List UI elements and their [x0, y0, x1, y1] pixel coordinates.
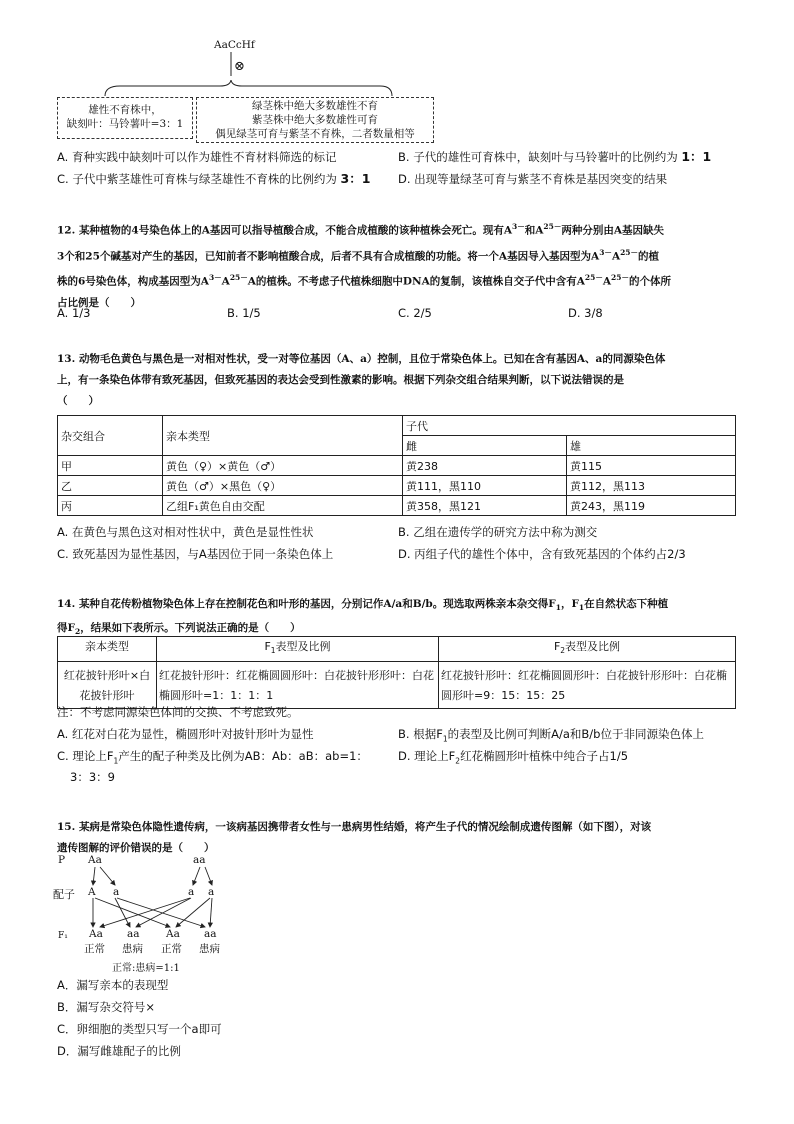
- table-row: [58, 416, 736, 436]
- table-cell: 黄111，黑110: [403, 476, 567, 496]
- q13-line3: （ ）: [57, 395, 99, 407]
- arrow-p1-a: [100, 867, 115, 885]
- q15-option-c[interactable]: C．卵细胞的类型只写一个a即可: [57, 1022, 222, 1036]
- q11-box-left-line1: 雄性不育株中，: [88, 104, 162, 116]
- table-row: [58, 476, 736, 496]
- q13-th-female: 雌: [403, 436, 567, 456]
- q14-line1-b: ，F: [560, 598, 579, 610]
- q15-phenotype-3: 正常: [161, 943, 182, 955]
- q15-offspring-3: Aa: [166, 928, 180, 940]
- q12-line3-b: A: [221, 275, 230, 288]
- q14-table: [57, 636, 736, 709]
- q12-line1-b: 和A: [524, 224, 544, 237]
- q14-line2-b: ，结果如下表所示。下列说法正确的是（ ）: [80, 622, 301, 635]
- q12-line2: [57, 242, 747, 268]
- q11-option-c[interactable]: [57, 169, 370, 189]
- q14-th-f2-a: F: [553, 640, 561, 653]
- q11-option-a[interactable]: A. 育种实践中缺刻叶可以作为雄性不育材料筛选的标记: [57, 150, 337, 164]
- q14-th-f2-b: 表型及比例: [565, 640, 621, 653]
- q14-th-f1: [157, 637, 439, 662]
- q15-label-p: P: [58, 854, 66, 866]
- q12-line3-d: A: [602, 275, 612, 288]
- q14-option-b-sub: 1: [442, 734, 448, 744]
- q15-line2: 遗传图解的评价错误的是（ ）: [57, 842, 215, 854]
- q15-parent2: aa: [193, 854, 206, 866]
- q13-option-d[interactable]: D. 丙组子代的雄性个体中，含有致死基因的个体约占2/3: [398, 547, 686, 561]
- q13-option-a[interactable]: A. 在黄色与黑色这对相对性状中，黄色是显性性状: [57, 525, 314, 539]
- q12-line2-b: A: [611, 250, 621, 262]
- q14-note: 注：不考虑同源染色体间的交换、不考虑致死。: [57, 705, 299, 719]
- q15-ratio: 正常:患病=1:1: [112, 963, 180, 974]
- q11-box-right: [196, 97, 434, 143]
- q14-option-c-b: 产生的配子种类及比例为AB：Ab：aB：ab=1：: [118, 749, 368, 763]
- q12-line1-c: 两种分别由A基因缺失: [561, 224, 665, 237]
- q11-option-c-text: C. 子代中紫茎雄性可育株与绿茎雄性不育株的比例约为: [57, 172, 337, 186]
- q12-line2-c: 的植: [638, 250, 660, 262]
- q14-line1-c: 在自然状态下种植: [584, 598, 669, 610]
- q13-line1: [57, 349, 757, 370]
- q13-table: [57, 415, 736, 516]
- q14-line1: [57, 594, 757, 618]
- arrow-a-aa2: [117, 898, 205, 927]
- q14-option-a[interactable]: A. 红花对白花为显性，椭圆形叶对披针形叶为显性: [57, 727, 314, 741]
- q12-sup-b3: 3－: [599, 247, 612, 257]
- q13-th-offspring: 子代: [403, 416, 736, 436]
- q12-number: 12.: [57, 224, 76, 237]
- q15-option-a[interactable]: A．漏写亲本的表现型: [57, 978, 169, 992]
- q13-line1-text: 动物毛色黄色与黑色是一对相对性状，受一对等位基因（A、a）控制，且位于常染色体上。已知在含有基因A、a的同源染色体: [78, 353, 666, 365]
- table-cell: 黄358，黑121: [403, 496, 567, 516]
- q14-sub-a: 1: [555, 603, 561, 613]
- q14-option-c-a: C. 理论上F: [57, 749, 114, 763]
- table-cell: 乙: [58, 476, 163, 496]
- q14-line2-a: 得F: [57, 622, 75, 635]
- table-cell: 黄238: [403, 456, 567, 476]
- q14-th-f1-b: 表型及比例: [275, 640, 331, 653]
- q11-option-b-text: B. 子代的雄性可育株中，缺刻叶与马铃薯叶的比例约为: [398, 150, 678, 164]
- q12-option-c[interactable]: C. 2/5: [398, 306, 432, 320]
- q14-option-d-b: 红花椭圆形叶植株中纯合子占1/5: [460, 749, 629, 763]
- q13-option-b[interactable]: B. 乙组在遗传学的研究方法中称为测交: [398, 525, 598, 539]
- q14-th-parent: 亲本类型: [58, 637, 157, 662]
- table-cell: 黄115: [567, 456, 736, 476]
- q12-line3: [57, 267, 747, 293]
- q11-genotype: AaCcHf: [214, 39, 255, 51]
- q14-option-b-a: B. 根据F: [398, 727, 443, 741]
- q14-option-d-a: D. 理论上F: [398, 749, 456, 763]
- q12-sup-c3: 3－: [208, 273, 222, 282]
- q15-option-d[interactable]: D．漏写雌雄配子的比例: [57, 1044, 181, 1058]
- q13-number: 13.: [57, 353, 76, 365]
- q14-number: 14.: [57, 598, 76, 610]
- q15-option-b[interactable]: B．漏写杂交符号×: [57, 1000, 156, 1014]
- q15-gamete-2: a: [113, 886, 120, 898]
- q15-phenotype-2: 患病: [122, 943, 143, 955]
- q12-sup-d25: 25－: [584, 273, 603, 282]
- table-row: [58, 637, 736, 662]
- q14-option-b-b: 的表型及比例可判断A/a和B/b位于非同源染色体上: [447, 727, 704, 741]
- q11-option-b-ratio: 1：1: [681, 149, 712, 164]
- table-cell: 红花披针形叶：红花椭圆圆形叶：白花披针形形叶：白花椭圆形叶=9：15：15：25: [439, 662, 736, 709]
- arrow-A-Aa2: [95, 898, 170, 927]
- table-cell: 黄色（♂）×黑色（♀）: [163, 476, 403, 496]
- q14-option-d-sub: 2: [455, 756, 461, 766]
- arrow-p2-a2: [205, 867, 212, 885]
- q15-label-gamete: 配子: [53, 888, 75, 901]
- q12-line3-e: 的个体所: [628, 275, 671, 288]
- q12-option-d[interactable]: D. 3/8: [568, 306, 603, 320]
- q12-line1: [57, 216, 747, 242]
- q11-option-b[interactable]: [398, 147, 711, 167]
- q13-th-parent: 亲本类型: [163, 416, 403, 456]
- q13-stem: [57, 349, 757, 412]
- q14-sub-c: 2: [74, 627, 81, 637]
- q14-option-c-cont: 3：3：9: [70, 770, 115, 784]
- q15-offspring-4: aa: [204, 928, 217, 940]
- q15-pedigree-lines: [50, 840, 250, 940]
- q14-stem: [57, 594, 757, 642]
- q15-offspring-1: Aa: [89, 928, 103, 940]
- arrow-a2-aa2: [210, 898, 212, 927]
- q15-phenotype-1: 正常: [84, 943, 105, 955]
- q12-sup-b25: 25－: [620, 247, 639, 257]
- q15-number: 15.: [57, 821, 76, 833]
- q15-offspring-2: aa: [127, 928, 140, 940]
- table-cell: 黄112，黑113: [567, 476, 736, 496]
- q12-line3-a: 株的6号染色体，构成基因型为A: [57, 275, 209, 288]
- q14-th-f2-sub: 2: [560, 646, 566, 656]
- q13-option-c[interactable]: C. 致死基因为显性基因，与A基因位于同一条染色体上: [57, 547, 334, 561]
- table-row: [58, 496, 736, 516]
- table-cell: 黄色（♀）×黄色（♂）: [163, 456, 403, 476]
- table-cell: 甲: [58, 456, 163, 476]
- q14-th-f1-a: F: [264, 640, 271, 653]
- q15-gamete-3: a: [188, 886, 195, 898]
- q14-sub-b: 1: [578, 603, 585, 613]
- q14-th-f1-sub: 1: [270, 646, 276, 656]
- q13-line2: 上，有一条染色体带有致死基因，但致死基因的表达会受到性激素的影响。根据下列杂交组合结果判断，以下说法错误的是: [57, 374, 624, 386]
- q11-option-c-ratio: 3：1: [340, 171, 371, 186]
- q12-sup-a25: 25－: [543, 222, 562, 231]
- q14-line1-a: 某种自花传粉植物染色体上存在控制花色和叶形的基因，分别记作A/a和B/b。现选取两株亲本杂交得F: [78, 598, 556, 610]
- arrow-a-aa1: [115, 898, 130, 927]
- table-row: [58, 456, 736, 476]
- q13-th-male: 雄: [567, 436, 736, 456]
- q11-box-right-line1: 绿茎株中绝大多数雄性不育: [252, 100, 378, 112]
- q15-label-f1: F₁: [58, 931, 68, 941]
- arrow-p1-A: [93, 867, 95, 885]
- q11-box-left-line2: 缺刻叶：马铃薯叶=3：1: [66, 118, 184, 130]
- q12-line1-a: 某种植物的4号染色体上的A基因可以指导植酸合成，不能合成植酸的该种植株会死亡。现有A: [78, 224, 513, 237]
- q12-option-a[interactable]: A. 1/3: [57, 306, 91, 320]
- table-cell: 丙: [58, 496, 163, 516]
- q15-phenotype-4: 患病: [199, 943, 220, 955]
- q15-parent1: Aa: [88, 854, 102, 866]
- q13-th-combo: 杂交组合: [58, 416, 163, 456]
- q15-line1-text: 某病是常染色体隐性遗传病，一该病基因携带者女性与一患病男性结婚，将产生子代的情况绘制成遗传图解（如下图），对该: [78, 821, 652, 833]
- q12-sup-a3: 3－: [512, 222, 525, 231]
- table-cell: 红花披针形叶×白花披针形叶: [58, 662, 157, 709]
- table-cell: 乙组F₁黄色自由交配: [163, 496, 403, 516]
- q12-line2-a: 3个和25个碱基对产生的基因，已知前者不影响植酸合成，后者不具有合成植酸的功能。将一个A基因导入基因型为A: [57, 250, 600, 262]
- q12-line4: 占比例是（ ）: [57, 296, 141, 309]
- table-cell: 红花披针形叶：红花椭圆圆形叶：白花披针形形叶：白花椭圆形叶=1：1：1：1: [157, 662, 439, 709]
- q11-box-right-line2: 紫茎株中绝大多数雄性可育: [252, 114, 378, 126]
- q12-option-b[interactable]: B. 1/5: [227, 306, 261, 320]
- q15-line1: [57, 817, 757, 838]
- q11-cross-symbol: ⊗: [234, 59, 245, 74]
- q12-line3-c: A的植株。不考虑子代植株细胞中DNA的复制，该植株自交子代中含有A: [247, 275, 585, 288]
- q14-th-f2: [439, 637, 736, 662]
- q11-box-left: [57, 97, 193, 139]
- table-cell: 黄243，黑119: [567, 496, 736, 516]
- q12-sup-e25: 25－: [611, 273, 629, 282]
- q11-brace: [100, 80, 400, 98]
- q14-option-d[interactable]: [398, 746, 628, 771]
- q15-gamete-1: A: [88, 886, 96, 898]
- q11-box-right-line3: 偶见绿茎可育与紫茎不育株，二者数量相等: [215, 128, 415, 140]
- q12-sup-c25: 25－: [229, 273, 248, 282]
- q14-option-c-sub: 1: [113, 756, 119, 766]
- q12-stem: [57, 216, 747, 314]
- q11-option-d[interactable]: D. 出现等量绿茎可育与紫茎不育株是基因突变的结果: [398, 172, 668, 186]
- q15-gamete-4: a: [208, 886, 215, 898]
- arrow-p2-a1: [193, 867, 200, 885]
